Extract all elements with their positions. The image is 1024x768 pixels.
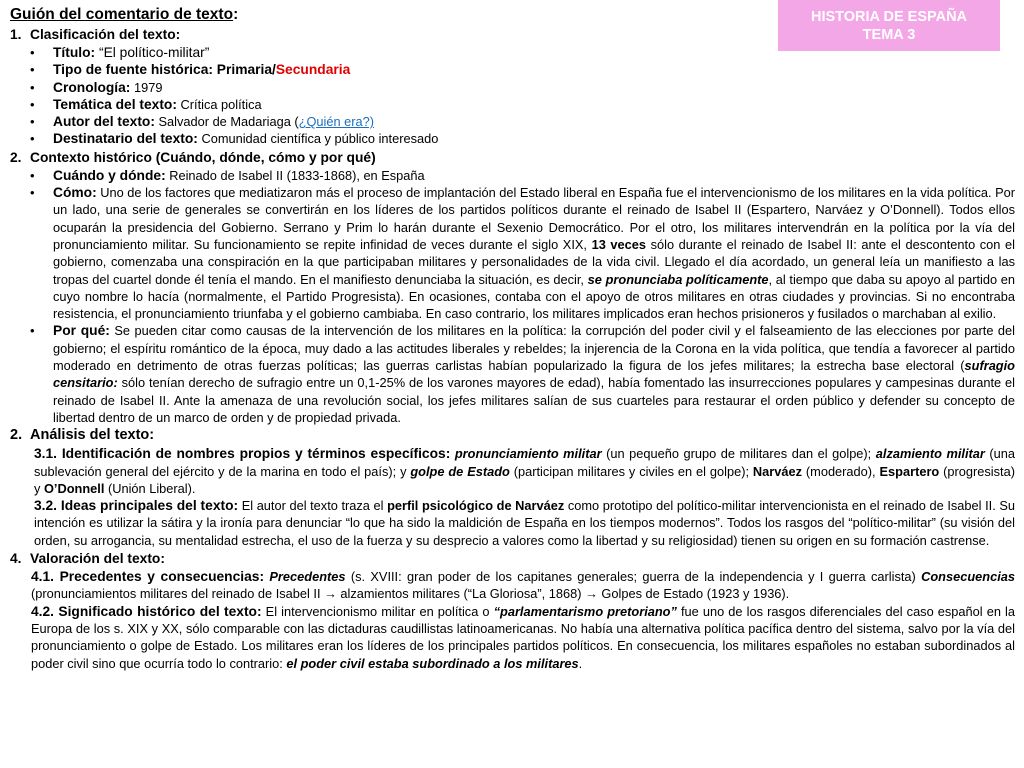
section-4-heading: 4. Valoración del texto: xyxy=(10,551,165,567)
paragraph-3-1: 3.1. Identificación de nombres propios y términos específicos: pronunciamiento militar (un pequeño grupo de militares dan el golpe); alzamiento militar (una sublevación general del ejército y de la marina en todo el país); y golpe de Estado (participan militares y civiles en el golpe); Narváez (moderado), Espartero (progresista) y O’Donnell (Unión Liberal). xyxy=(34,446,1016,496)
bullet-tematica: • Temática del texto: Crítica política xyxy=(30,96,262,112)
bullet-titulo: • Título: “El político-militar” xyxy=(30,45,210,60)
page-title: Guión del comentario de texto: xyxy=(10,6,239,23)
document-body xyxy=(10,4,1015,672)
paragraph-4-1: 4.1. Precedentes y consecuencias: Precedentes (s. XVIII: gran poder de los capitanes generales; guerra de la independencia y I guerra carlista) Consecuencias (pronunciamientos militares del reinado de Isabel II → alzamientos militares (“La Gloriosa”, 1868) → Golpes de Estado (1923 y 1936). xyxy=(31,569,1015,602)
paragraph-3-2: 3.2. Ideas principales del texto: El autor del texto traza el perfil psicológico de Narváez como prototipo del político-militar intervencionista en el reinado de Isabel II. Su intención es utilizar la sátira y la ironía para denunciar “lo que ha sido la maldición de España en los tiempos modernos”. Todos los rasgos del “político-militar” (su visión del orden, su arrogancia, su mentalidad estrecha, el uso de la fuerza y su desprecio a valores como la libertad y su religiosidad) tienen su origen en su formación castrense. xyxy=(34,498,1015,548)
arrow-icon: → xyxy=(324,586,337,602)
section-2-heading: 2. Contexto histórico (Cuándo, dónde, cómo y por qué) xyxy=(10,149,376,165)
badge-topic: TEMA 3 xyxy=(862,26,916,43)
bullet-como: • Cómo: Uno de los factores que mediatizaron más el proceso de implantación del Estado liberal en España fue el intervencionismo de los militares en la vida política. Por un lado, una serie de generales se convertirán en los líderes de los partidos políticos durante el reinado de Isabel II (Espartero, Narváez y O’Donnell). Todos ellos ocuparán la presidencia del Gobierno. Serrano y Prim lo harán durante el Sexenio Democrático. Por el otro, los militares intervendrán en la política por la vía del pronunciamiento militar. Su funcionamiento se repite infinidad de veces durante el siglo XIX, 13 veces sólo durante el reinado de Isabel II: ante el descontento con el gobierno, comenzaba una conspiración en la que participaban militares y personalidades de la vida civil. Llegado el día acordado, un general leía un manifiesto a las tropas del cuartel donde él tenía el mando. En el manifiesto denunciaba la situación, es decir, se pronunciaba políticamente, al tiempo que daba su apoyo al partido en cuyo nombre lo hacía (normalmente, el Partido Progresista). En ocasiones, contaba con el apoyo de otros militares en otras ciudades y provincias. Si no encontraba resistencia, el pronunciamiento triunfaba y el gobierno cambiaba. En caso contrario, los militares implicados eran hechos prisioneros y fusilados o marchaban al exilio. xyxy=(30,185,1016,322)
bullet-por-que: • Por qué: Se pueden citar como causas de la intervención de los militares en la política: la corrupción del poder civil y el falseamiento de las elecciones por parte del gobierno; el espíritu romántico de la época, muy dado a las actitudes liberales y rebeldes; la injerencia de la Corona en la vida política, que tendía a favorecer al partido moderado en detrimento de otras fuerzas políticas; las guerras carlistas habían popularizado la figura de los jefes militares; la estrecha base electoral (sufragio censitario: sólo tenían derecho de sufragio entre un 0,1-25% de los varones mayores de edad), había fomentado las insurrecciones populares y campesinas durante el reinado de Isabel II. Ante la amenaza de una revolución social, los jefes militares salían de sus cuarteles para restaurar el orden público y defender su concepto de libertad dentro de un marco de orden y de propiedad privada. xyxy=(30,323,1015,425)
section-3-heading: 2. Análisis del texto: xyxy=(10,427,155,444)
bullet-destinatario: • Destinatario del texto: Comunidad científica y público interesado xyxy=(30,131,439,147)
bullet-autor: • Autor del texto: Salvador de Madariaga (¿Quién era?) xyxy=(30,114,375,130)
quien-era-link[interactable]: ¿Quién era?) xyxy=(298,114,375,130)
arrow-icon: → xyxy=(585,586,598,602)
paragraph-4-2: 4.2. Significado histórico del texto: El intervencionismo militar en política o “parlamentarismo pretoriano” fue uno de los rasgos diferenciales del caso español en la Europa de los s. XIX y XX, sólo comparable con las dictaduras caudillistas latinoamericanas. No había una alternativa política pacífica dentro del sistema, salvo por la vía del pronunciamiento o golpe de Estado. Los militares eran los líderes de los principales partidos políticos. En consecuencia, los militares españoles no estaban subordinados al poder civil sino que ocurría todo lo contrario: el poder civil estaba subordinado a los militares. xyxy=(31,603,1015,671)
badge-subject: HISTORIA DE ESPAÑA xyxy=(810,8,968,25)
bullet-tipo-fuente: • Tipo de fuente histórica: Primaria/Secundaria xyxy=(30,62,351,78)
section-1-heading: 1. Clasificación del texto: xyxy=(10,27,181,42)
bullet-cuando-donde: • Cuándo y dónde: Reinado de Isabel II (1833-1868), en España xyxy=(30,167,425,183)
bullet-cronologia: • Cronología: 1979 xyxy=(30,79,163,95)
